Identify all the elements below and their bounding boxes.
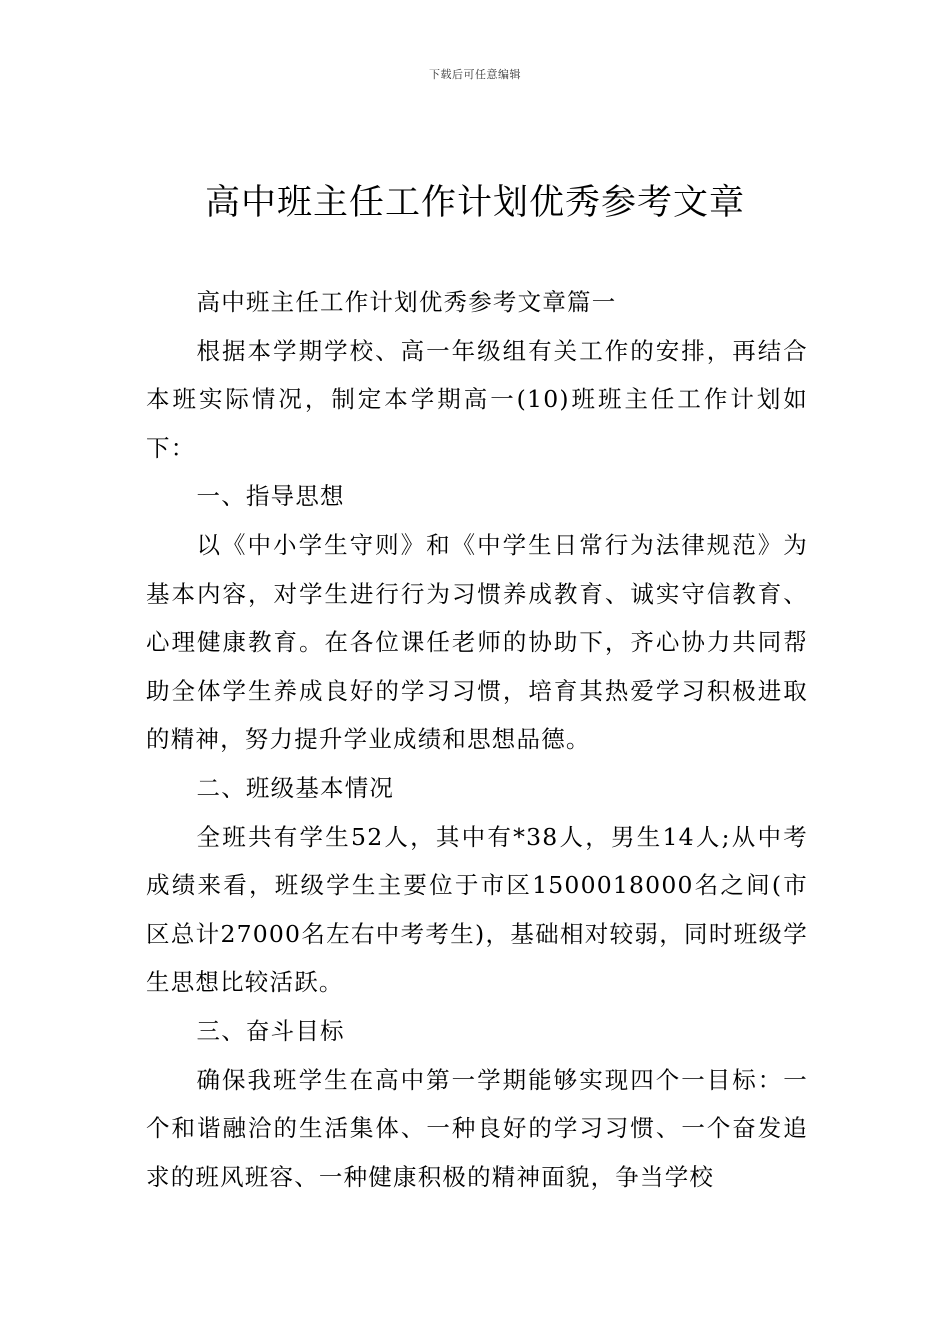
paragraph-goals: 确保我班学生在高中第一学期能够实现四个一目标：一个和谐融洽的生活集体、一种良好的学习习惯、一个奋发追求的班风班容、一种健康积极的精神面貌，争当学校: [146, 1065, 808, 1191]
section-heading-goals: 三、奋斗目标: [196, 1016, 345, 1045]
paragraph-class-situation: 全班共有学生52人，其中有*38人，男生14人;从中考成绩来看，班级学生主要位于市区1500018000名之间(市区总计27000名左右中考考生)，基础相对较弱，同时班级学生思想比较活跃。: [146, 822, 808, 997]
section-heading-class-situation: 二、班级基本情况: [196, 773, 395, 802]
document-body: [146, 278, 808, 1201]
section-heading-article-one: 高中班主任工作计划优秀参考文章篇一: [196, 288, 617, 316]
paragraph-intro: 根据本学期学校、高一年级组有关工作的安排，再结合本班实际情况，制定本学期高一(10)班班主任工作计划如下：: [146, 336, 808, 462]
paragraph-guiding-ideology: 以《中小学生守则》和《中学生日常行为法律规范》为基本内容，对学生进行行为习惯养成教育、诚实守信教育、心理健康教育。在各位课任老师的协助下，齐心协力共同帮助全体学生养成良好的学习习惯，培育其热爱学习积极进取的精神，努力提升学业成绩和思想品德。: [146, 530, 808, 754]
document-title: 高中班主任工作计划优秀参考文章: [204, 183, 745, 223]
page-header-note: 下载后可任意编辑: [429, 68, 521, 81]
section-heading-guiding-ideology: 一、指导思想: [196, 482, 345, 511]
